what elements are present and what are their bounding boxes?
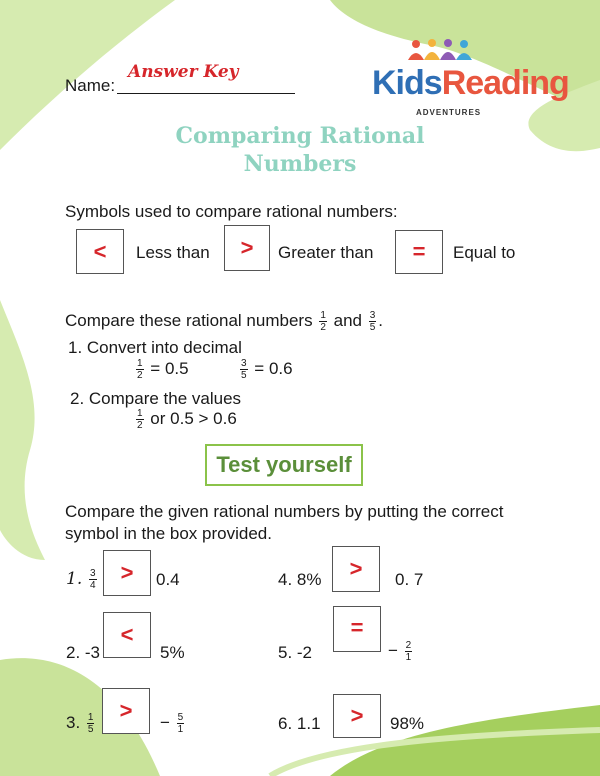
kids-figures-icon <box>406 38 476 64</box>
q6-answer-box[interactable]: > <box>333 694 381 738</box>
page-title-line2: Numbers <box>243 151 357 177</box>
example-intro <box>65 310 383 333</box>
q5-left: 5. -2 <box>278 643 313 662</box>
name-answer-key: Answer Key <box>128 62 239 82</box>
example-intro-prefix: Compare these rational numbers <box>65 310 313 330</box>
page-title-line1: Comparing Rational <box>175 123 425 149</box>
example-decimal-a: $\frac{1}{2}$ = 0.5 <box>137 358 189 381</box>
left-curve <box>0 300 45 560</box>
logo-wordmark <box>372 64 569 103</box>
logo-adventures-text: ADVENTURES <box>416 108 482 117</box>
symbol-label-less: Less than <box>136 243 210 262</box>
symbols-intro: Symbols used to compare rational numbers: <box>65 202 398 221</box>
exercise-instructions-line2: symbol in the box provided. <box>65 524 272 543</box>
q4-right: 0. 7 <box>395 570 424 589</box>
q3-right: − $\frac{5}{1}$ <box>160 712 184 735</box>
example-decimal-b: $\frac{3}{5}$ = 0.6 <box>241 358 293 381</box>
q1-answer-box[interactable]: > <box>103 550 151 596</box>
q1-right: 0.4 <box>156 570 180 589</box>
example-result: $\frac{1}{2}$ or 0.5 > 0.6 <box>137 408 237 431</box>
symbol-box-equal: = <box>395 230 443 274</box>
name-label: Name: <box>65 76 116 95</box>
q4-left: 4. 8% <box>278 570 322 589</box>
q2-right: 5% <box>160 643 185 662</box>
q3-left: 3. $\frac{1}{5}$ <box>66 712 94 735</box>
symbol-box-less: < <box>76 229 124 274</box>
test-yourself-banner: Test yourself <box>205 444 363 486</box>
q1-left: 1. $\frac{3}{4}$ <box>66 568 96 591</box>
q5-right: − $\frac{2}{1}$ <box>388 640 412 663</box>
symbol-label-greater: Greater than <box>278 243 374 262</box>
q6-right: 98% <box>390 714 425 733</box>
example-intro-suffix: . <box>378 310 384 330</box>
q2-left: 2. -3 <box>66 643 101 662</box>
q5-answer-box[interactable]: = <box>333 606 381 652</box>
name-underline <box>117 93 295 94</box>
example-intro-and: and <box>333 310 362 330</box>
example-frac-half: $\frac{1}{2}$ <box>320 310 326 333</box>
q6-left: 6. 1.1 <box>278 714 321 733</box>
logo-reading-text: Reading <box>441 64 569 102</box>
exercise-instructions-line1: Compare the given rational numbers by putting the correct <box>65 502 504 521</box>
example-frac-three-fifths: $\frac{3}{5}$ <box>369 310 376 333</box>
page-title <box>100 122 500 178</box>
example-step2: 2. Compare the values <box>70 389 242 408</box>
q2-answer-box[interactable]: < <box>103 612 151 658</box>
q3-answer-box[interactable]: > <box>102 688 150 734</box>
kids-reading-logo <box>372 38 569 118</box>
symbol-box-greater: > <box>224 225 270 271</box>
example-step1: 1. Convert into decimal <box>68 338 242 357</box>
symbol-label-equal: Equal to <box>453 243 516 262</box>
q4-answer-box[interactable]: > <box>332 546 380 592</box>
logo-kids-text: Kids <box>372 64 442 102</box>
